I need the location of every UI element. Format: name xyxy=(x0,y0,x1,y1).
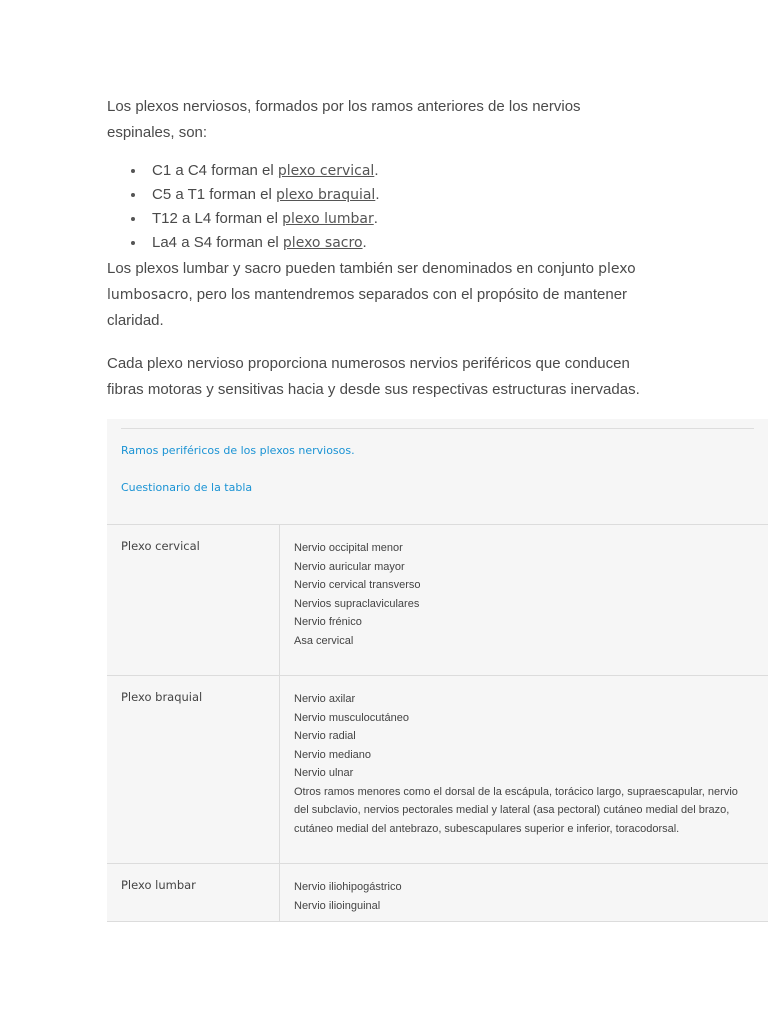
table-header xyxy=(107,419,768,524)
lumbosacral-paragraph: Los plexos lumbar y sacro pueden también ser denominados en conjunto plexo lumbosacro, pero los mantendremos separados con el propósito de mantener claridad. xyxy=(107,260,636,329)
nerves-paragraph: Cada plexo nervioso proporciona numerosos nervios periféricos que conducen fibras motoras y sensitivas hacia y desde sus respectivas estructuras inervadas. xyxy=(107,355,640,398)
link-plexo-cervical[interactable]: plexo cervical xyxy=(277,163,375,179)
divider xyxy=(121,428,754,429)
link-plexo-lumbar[interactable]: plexo lumbar xyxy=(282,211,374,227)
plexus-name: Plexo cervical xyxy=(107,525,280,676)
list-item: C5 a T1 forman el plexo braquial. xyxy=(107,183,379,207)
list-item: C1 a C4 forman el plexo cervical. xyxy=(107,159,379,183)
link-plexo-sacro[interactable]: plexo sacro xyxy=(282,235,363,251)
plexus-table xyxy=(107,524,768,922)
plexo-lumbosacro-term: plexo lumbosacro xyxy=(107,261,636,303)
table-row xyxy=(107,864,768,922)
list-item: La4 a S4 forman el plexo sacro. xyxy=(107,231,379,255)
link-plexo-braquial[interactable]: plexo braquial xyxy=(275,187,376,203)
table-caption: Ramos periféricos de los plexos nerviosos. xyxy=(121,444,355,457)
plexus-name: Plexo braquial xyxy=(107,676,280,864)
nerve-list: Nervio iliohipogástrico Nervio ilioinguinal xyxy=(294,881,402,912)
intro-paragraph: Los plexos nerviosos, formados por los ramos anteriores de los nervios espinales, son: xyxy=(107,98,581,141)
list-item: T12 a L4 forman el plexo lumbar. xyxy=(107,207,379,231)
table-row xyxy=(107,676,768,864)
table-row xyxy=(107,525,768,676)
nerve-list: Nervio axilar Nervio musculocutáneo Nervio radial Nervio mediano Nervio ulnar Otros ramos menores como el dorsal de la escápula, torácico largo, supraescapular, nervio del subclavio, nervios pectorales medial y lateral (asa pectoral) cutáneo medial del brazo, cutáneo medial del antebrazo, subescapulares superior e inferior, toracodorsal. xyxy=(294,693,738,835)
table-quiz-link[interactable]: Cuestionario de la tabla xyxy=(121,481,253,494)
plexus-name: Plexo lumbar xyxy=(107,864,280,922)
nerve-table xyxy=(107,419,768,922)
plexus-list xyxy=(107,159,379,255)
nerve-list: Nervio occipital menor Nervio auricular mayor Nervio cervical transverso Nervios supraclaviculares Nervio frénico Asa cervical xyxy=(294,542,421,647)
